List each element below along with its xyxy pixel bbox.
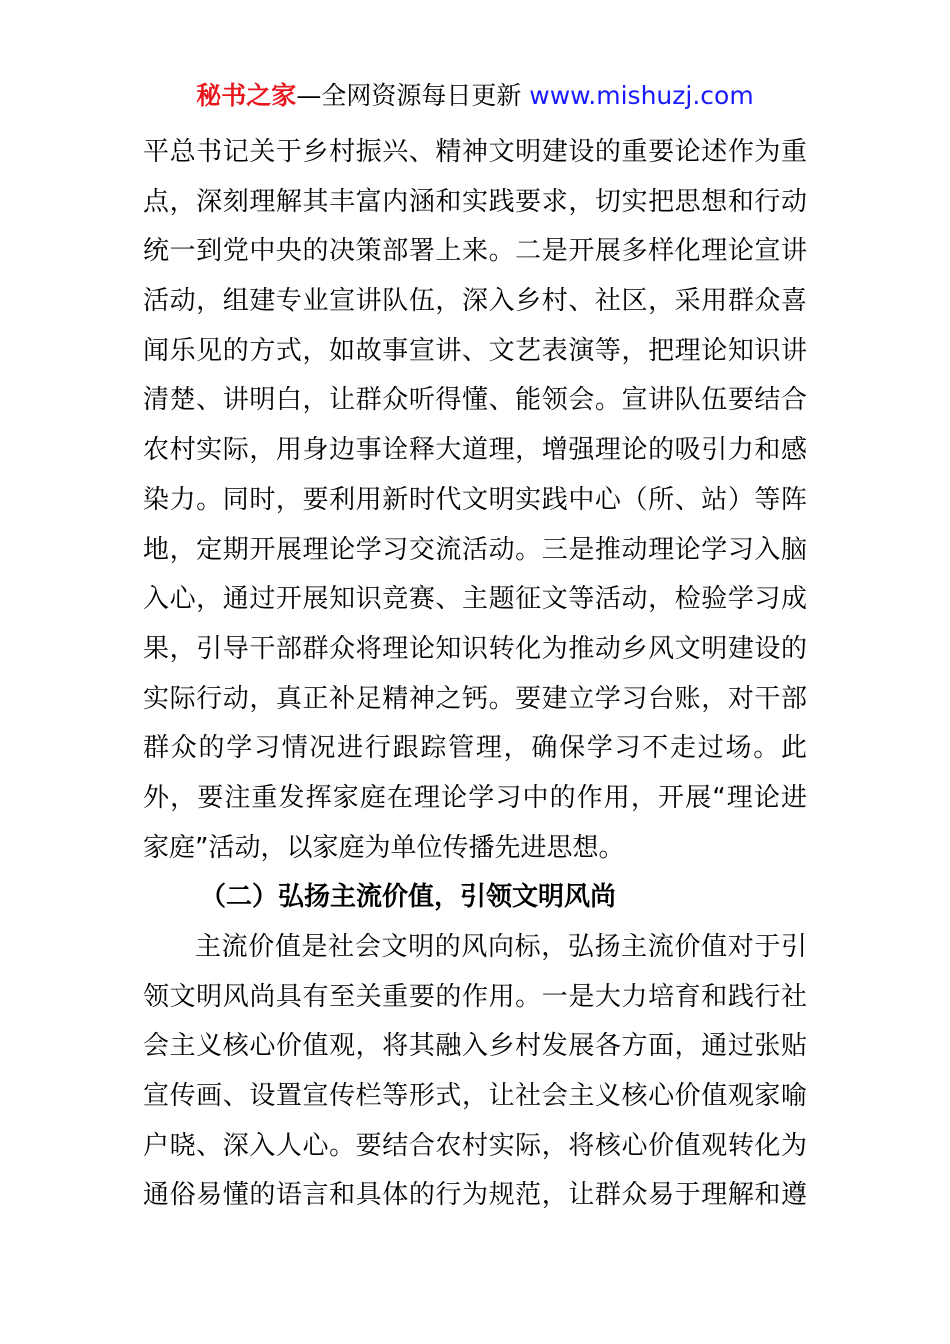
text-line: 户晓、深入人心。要结合农村实际，将核心价值观转化为 bbox=[143, 1130, 807, 1161]
text-line: 领文明风尚具有至关重要的作用。一是大力培育和践行社 bbox=[143, 981, 807, 1012]
text-line: 统一到党中央的决策部署上来。二是开展多样化理论宣讲 bbox=[143, 236, 807, 267]
text-line: 外，要注重发挥家庭在理论学习中的作用，开展“理论进 bbox=[143, 782, 807, 813]
text-line: 群众的学习情况进行跟踪管理，确保学习不走过场。此 bbox=[143, 733, 807, 764]
text-line: 主流价值是社会文明的风向标，弘扬主流价值对于引 bbox=[195, 932, 807, 962]
text-line: 入心，通过开展知识竞赛、主题征文等活动，检验学习成 bbox=[143, 584, 807, 615]
text-line: 宣传画、设置宣传栏等形式，让社会主义核心价值观家喻 bbox=[143, 1081, 807, 1112]
text-line: 会主义核心价值观，将其融入乡村发展各方面，通过张贴 bbox=[143, 1031, 807, 1062]
text-line: 闻乐见的方式，如故事宣讲、文艺表演等，把理论知识讲 bbox=[143, 335, 807, 366]
text-line: 清楚、讲明白，让群众听得懂、能领会。宣讲队伍要结合 bbox=[143, 385, 807, 416]
site-header bbox=[0, 80, 950, 112]
text-line: 活动，组建专业宣讲队伍，深入乡村、社区，采用群众喜 bbox=[143, 286, 807, 317]
site-url-link[interactable]: www.mishuzj.com bbox=[529, 81, 754, 110]
text-line: 通俗易懂的语言和具体的行为规范，让群众易于理解和遵 bbox=[143, 1180, 807, 1211]
text-line: 实际行动，真正补足精神之钙。要建立学习台账，对干部 bbox=[143, 683, 807, 714]
text-line: 平总书记关于乡村振兴、精神文明建设的重要论述作为重 bbox=[143, 137, 807, 167]
text-line: 地，定期开展理论学习交流活动。三是推动理论学习入脑 bbox=[143, 534, 807, 565]
text-line: 农村实际，用身边事诠释大道理，增强理论的吸引力和感 bbox=[143, 435, 807, 466]
brand-name: 秘书之家 bbox=[196, 81, 297, 110]
section-heading: （二）弘扬主流价值，引领文明风尚 bbox=[200, 882, 617, 913]
text-line: 染力。同时，要利用新时代文明实践中心（所、站）等阵 bbox=[143, 484, 807, 515]
text-line: 点，深刻理解其丰富内涵和实践要求，切实把思想和行动 bbox=[143, 186, 807, 217]
document-body bbox=[143, 128, 807, 1221]
header-tagline: —全网资源每日更新 bbox=[296, 81, 530, 110]
text-line: 果，引导干部群众将理论知识转化为推动乡风文明建设的 bbox=[143, 633, 807, 664]
text-line: 家庭”活动，以家庭为单位传播先进思想。 bbox=[143, 832, 625, 863]
